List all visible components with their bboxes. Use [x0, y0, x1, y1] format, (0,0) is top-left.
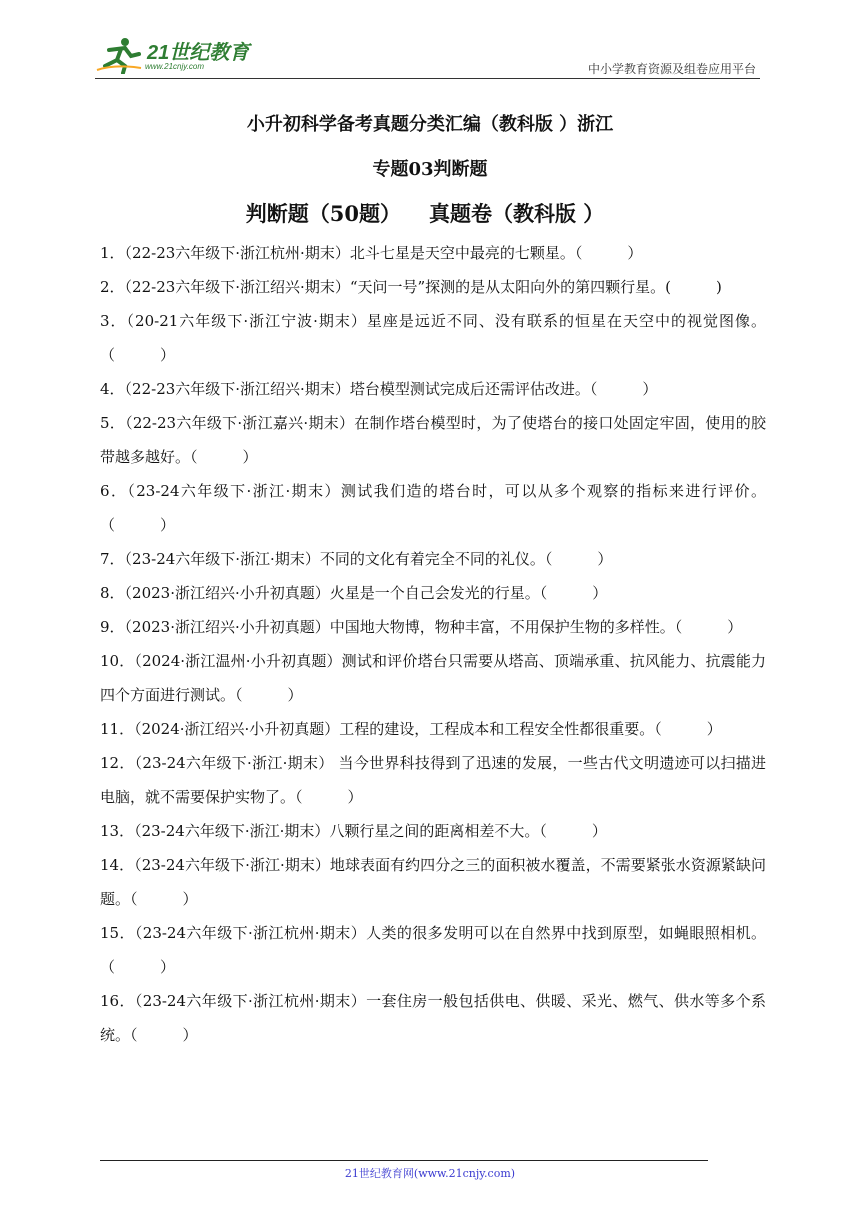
- logo-text: 21世纪教育: [147, 42, 250, 64]
- question-item: 7．（23-24六年级下·浙江·期末）不同的文化有着完全不同的礼仪。（ ）: [100, 550, 613, 568]
- question-item: 14．（23-24六年级下·浙江·期末）地球表面有约四分之三的面积被水覆盖，不需要紧张水资源紧缺问题。（ ）: [100, 856, 766, 908]
- question-list: [100, 236, 766, 1052]
- logo: [95, 36, 265, 74]
- question-item: 6．（23-24六年级下·浙江·期末）测试我们造的塔台时，可以从多个观察的指标来进行评价。（ ）: [100, 482, 766, 534]
- question-item: 15．（23-24六年级下·浙江杭州·期末）人类的很多发明可以在自然界中找到原型，如蝇眼照相机。（ ）: [100, 924, 766, 976]
- question-item: 8．（2023·浙江绍兴·小升初真题）火星是一个自己会发光的行星。（ ）: [100, 584, 608, 602]
- topic-title: 专题03判断题: [372, 159, 488, 180]
- question-item: 4．（22-23六年级下·浙江绍兴·期末）塔台模型测试完成后还需评估改进。（ ）: [100, 380, 658, 398]
- section-title-right: 真题卷（教科版 ）: [428, 201, 605, 226]
- section-title-left: 判断题（50题）: [245, 201, 401, 226]
- question-item: 1．（22-23六年级下·浙江杭州·期末）北斗七星是天空中最亮的七颗星。（ ）: [100, 244, 643, 262]
- logo-subtext: www.21cnjy.com: [145, 62, 204, 71]
- question-item: 11．（2024·浙江绍兴·小升初真题）工程的建设，工程成本和工程安全性都很重要。（ ）: [100, 720, 722, 738]
- question-item: 2．（22-23六年级下·浙江绍兴·期末）“天问一号”探测的是从太阳向外的第四颗行星。( ): [100, 278, 722, 296]
- footer-divider: [100, 1160, 708, 1161]
- question-item: 13．（23-24六年级下·浙江·期末）八颗行星之间的距离相差不大。（ ）: [100, 822, 607, 840]
- question-item: 5．（22-23六年级下·浙江嘉兴·期末）在制作塔台模型时，为了使塔台的接口处固定牢固，使用的胶带越多越好。（ ）: [100, 414, 766, 466]
- document-title: 小升初科学备考真题分类汇编（教科版 ）浙江: [246, 114, 614, 135]
- question-item: 10．（2024·浙江温州·小升初真题）测试和评价塔台只需要从塔高、顶端承重、抗风能力、抗震能力四个方面进行测试。（ ）: [100, 652, 766, 704]
- footer-link[interactable]: 21世纪教育网(www.21cnjy.com): [344, 1167, 516, 1180]
- question-item: 3．（20-21六年级下·浙江宁波·期末）星座是远近不同、没有联系的恒星在天空中的视觉图像。（ ）: [100, 312, 766, 364]
- question-item: 12．（23-24六年级下·浙江·期末） 当今世界科技得到了迅速的发展，一些古代文明遗迹可以扫描进电脑，就不需要保护实物了。（ ）: [100, 754, 766, 806]
- runner-logo-icon: [95, 36, 143, 74]
- question-item: 16．（23-24六年级下·浙江杭州·期末）一套住房一般包括供电、供暖、采光、燃气、供水等多个系统。（ ）: [100, 992, 766, 1044]
- page-header: [95, 30, 760, 79]
- section-title: [0, 198, 850, 228]
- platform-name: 中小学教育资源及组卷应用平台: [587, 62, 756, 76]
- question-item: 9．（2023·浙江绍兴·小升初真题）中国地大物博，物种丰富，不用保护生物的多样性。（ ）: [100, 618, 743, 636]
